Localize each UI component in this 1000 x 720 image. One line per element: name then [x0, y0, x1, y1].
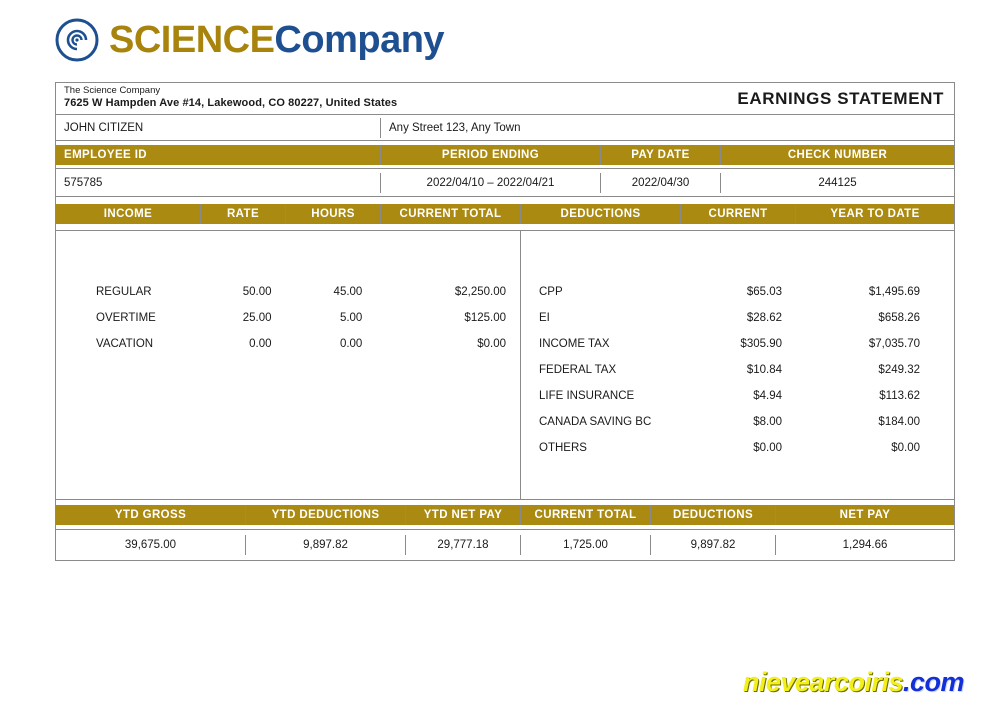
table-row	[521, 409, 954, 435]
deduction-ytd: $658.26	[878, 312, 920, 324]
header-ytd-net-pay: YTD NET PAY	[406, 505, 521, 525]
income-label: VACATION	[96, 338, 154, 350]
column-year-to-date: YEAR TO DATE	[796, 204, 954, 224]
deduction-label: CANADA SAVING BC	[539, 416, 652, 428]
header-ytd-gross: YTD GROSS	[56, 505, 246, 525]
deduction-current: $8.00	[753, 416, 782, 428]
column-hours: HOURS	[286, 204, 381, 224]
company-name: The Science Company	[64, 85, 161, 97]
income-rate: 50.00	[242, 286, 272, 298]
column-deduction-current: CURRENT	[681, 204, 796, 224]
header-net-pay: NET PAY	[776, 505, 954, 525]
brand-name-company: Company	[274, 19, 445, 61]
site-watermark	[743, 667, 964, 698]
table-row	[521, 331, 954, 357]
value-deductions-total: 9,897.82	[651, 535, 776, 555]
deduction-current: $4.94	[753, 390, 782, 402]
spiral-circle-logo-icon	[55, 18, 99, 62]
watermark-name: nievearcoiris	[742, 667, 903, 697]
employee-name: JOHN CITIZEN	[56, 118, 381, 138]
table-row	[521, 357, 954, 383]
column-rate: RATE	[201, 204, 286, 224]
deduction-label: OTHERS	[539, 442, 587, 454]
header-pay-date: PAY DATE	[601, 145, 721, 165]
header-check-number: CHECK NUMBER	[721, 145, 954, 165]
deduction-current: $28.62	[746, 312, 782, 324]
header-ytd-deductions: YTD DEDUCTIONS	[246, 505, 406, 525]
deduction-current: $65.03	[746, 286, 782, 298]
deduction-rows	[521, 231, 954, 499]
deduction-label: CPP	[539, 286, 563, 298]
value-check-number: 244125	[818, 176, 857, 189]
income-hours: 45.00	[333, 286, 363, 298]
table-row	[521, 383, 954, 409]
value-net-pay: 1,294.66	[842, 539, 888, 551]
deduction-label: FEDERAL TAX	[539, 364, 617, 376]
header-deductions-total: DEDUCTIONS	[651, 505, 776, 525]
deduction-label: LIFE INSURANCE	[539, 390, 635, 402]
deduction-current: $305.90	[740, 338, 782, 350]
company-block	[56, 82, 616, 115]
deduction-current: $10.84	[746, 364, 782, 376]
value-ytd-net-pay: 29,777.18	[406, 535, 521, 555]
income-hours: 5.00	[339, 312, 363, 324]
meta-header-row	[56, 141, 954, 169]
income-total: $0.00	[477, 338, 506, 350]
watermark-tld: .com	[902, 667, 964, 697]
income-hours: 0.00	[339, 338, 363, 350]
column-income: INCOME	[56, 204, 201, 224]
brand-name-science: SCIENCE	[109, 19, 275, 61]
deduction-label: INCOME TAX	[539, 338, 610, 350]
column-current-total: CURRENT TOTAL	[381, 204, 521, 224]
income-total: $125.00	[464, 312, 506, 324]
deduction-current: $0.00	[753, 442, 782, 454]
income-rows	[56, 231, 521, 499]
income-label: OVERTIME	[96, 312, 156, 324]
value-ytd-deductions: 9,897.82	[246, 535, 406, 555]
employee-name-band	[56, 115, 954, 141]
table-column-header-row	[56, 197, 954, 231]
deduction-ytd: $113.62	[879, 390, 920, 402]
meta-value-row	[56, 169, 954, 197]
deduction-ytd: $184.00	[878, 416, 920, 428]
table-row	[56, 331, 520, 357]
value-ytd-gross: 39,675.00	[56, 535, 246, 555]
table-row	[521, 279, 954, 305]
company-title-band	[56, 83, 954, 115]
deduction-ytd: $249.32	[878, 364, 920, 376]
brand-header	[55, 18, 444, 62]
earnings-statement-sheet	[55, 82, 955, 561]
header-current-total: CURRENT TOTAL	[521, 505, 651, 525]
value-period-ending: 2022/04/10 – 2022/04/21	[381, 173, 601, 193]
table-row	[521, 435, 954, 461]
income-rate: 0.00	[249, 338, 272, 350]
column-deductions: DEDUCTIONS	[521, 204, 681, 224]
deduction-label: EI	[539, 312, 550, 324]
header-period-ending: PERIOD ENDING	[381, 145, 601, 165]
value-pay-date: 2022/04/30	[601, 173, 721, 193]
table-row	[521, 305, 954, 331]
income-rate: 25.00	[242, 312, 272, 324]
income-total: $2,250.00	[454, 286, 506, 298]
totals-value-row	[56, 530, 954, 560]
deduction-ytd: $0.00	[891, 442, 920, 454]
income-label: REGULAR	[96, 286, 152, 298]
value-employee-id: 575785	[56, 173, 381, 193]
table-body	[56, 231, 954, 500]
company-address: 7625 W Hampden Ave #14, Lakewood, CO 80227, United States	[64, 97, 398, 110]
header-employee-id: EMPLOYEE ID	[56, 145, 381, 165]
brand-wordmark	[109, 21, 444, 59]
totals-header-row	[56, 500, 954, 530]
deduction-ytd: $1,495.69	[868, 286, 920, 298]
value-current-total: 1,725.00	[521, 535, 651, 555]
table-row	[56, 279, 520, 305]
table-row	[56, 305, 520, 331]
employee-address: Any Street 123, Any Town	[389, 121, 521, 134]
statement-title: EARNINGS STATEMENT	[737, 88, 944, 108]
deduction-ytd: $7,035.70	[868, 338, 920, 350]
